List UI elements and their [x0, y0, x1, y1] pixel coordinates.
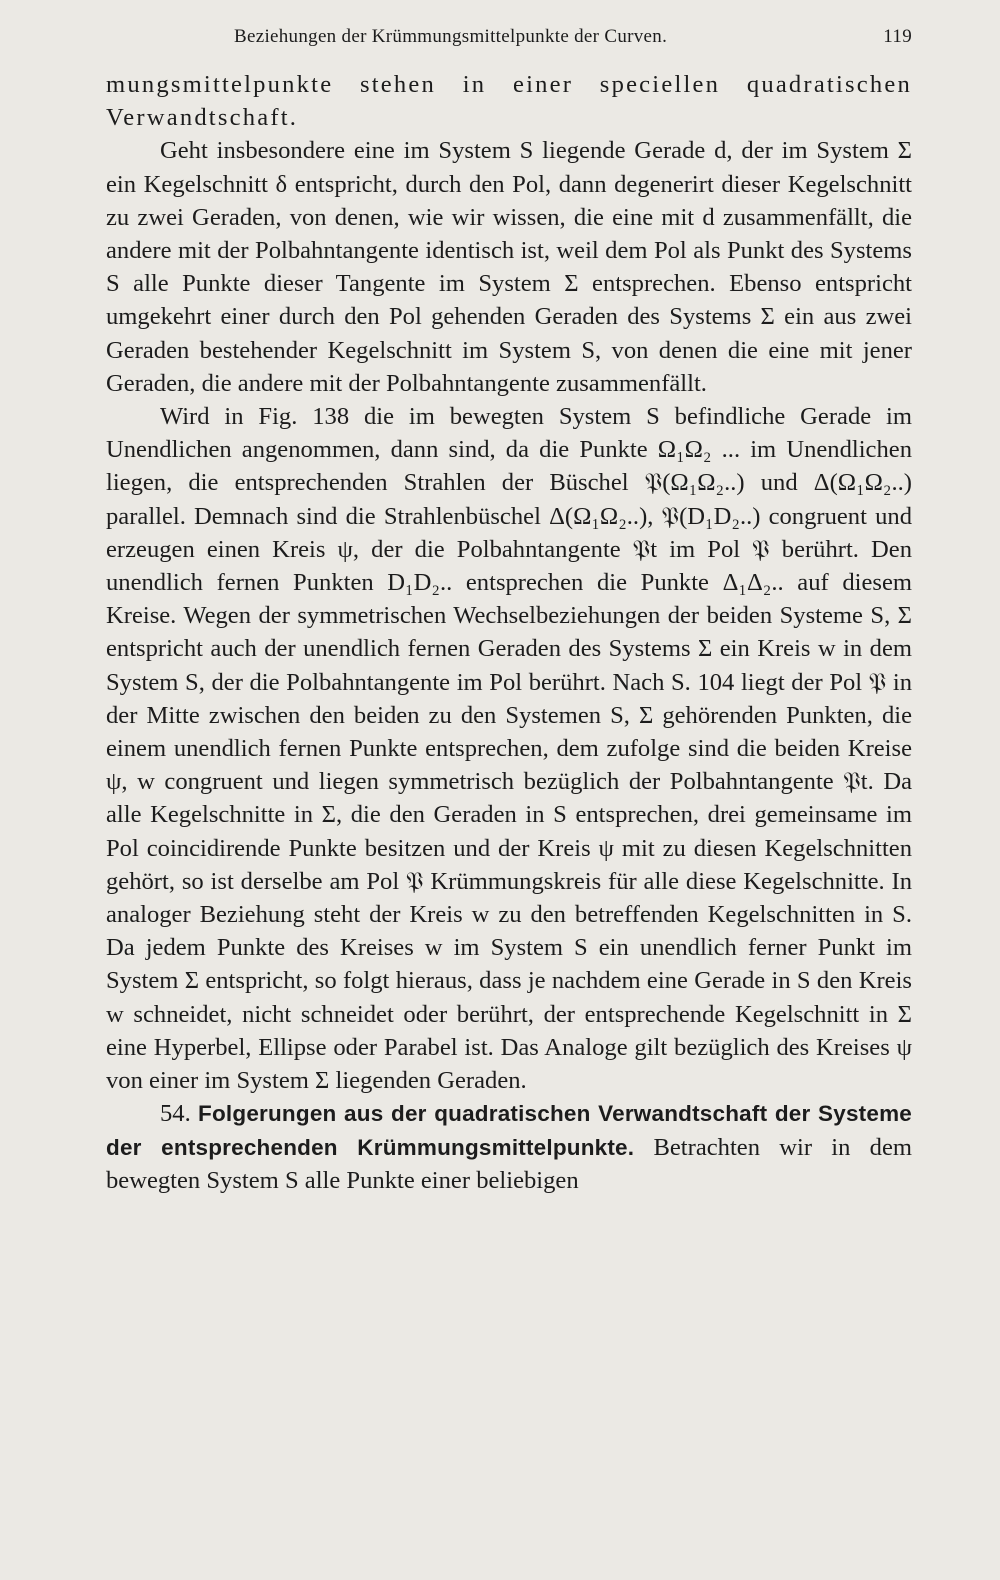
- running-header: [106, 20, 912, 60]
- section-54: [106, 1097, 912, 1197]
- section-text: Betrachten wir in dem bewegten System S alle Punkte einer beliebigen: [106, 1133, 912, 1194]
- paragraph-infinite-line: Wird in Fig. 138 die im bewegten System S befindliche Gerade im Unendlichen angenommen, dann sind, da die Punkte Ω₁Ω₂ ... im Unendlichen liegen, die entsprechenden Strahlen der Büschel 𝔓(Ω₁Ω₂..) und Δ(Ω₁Ω₂..) parallel. Demnach sind die Strahlenbüschel Δ(Ω₁Ω₂..), 𝔓(D₁D₂..) congruent und erzeugen einen Kreis ψ, der die Polbahntangente 𝔓t im Pol 𝔓 berührt. Den unendlich fernen Punkten D₁D₂.. entsprechen die Punkte Δ₁Δ₂.. auf diesem Kreise. Wegen der symmetrischen Wechselbeziehungen der beiden Systeme S, Σ entspricht auch der unendlich fernen Geraden des Systems Σ ein Kreis w in dem System S, der die Polbahntangente im Pol berührt. Nach S. 104 liegt der Pol 𝔓 in der Mitte zwischen den beiden zu den Systemen S, Σ gehörenden Punkten, die einem unendlich fernen Punkte entsprechen, dem zufolge sind die beiden Kreise ψ, w congruent und liegen symmetrisch bezüglich der Polbahntangente 𝔓t. Da alle Kegelschnitte in Σ, die den Geraden in S entsprechen, drei gemeinsame im Pol coincidirende Punkte besitzen und der Kreis ψ mit zu diesen Kegelschnitten gehört, so ist derselbe am Pol 𝔓 Krümmungskreis für alle diese Kegelschnitte. In analoger Beziehung steht der Kreis w zu den betreffenden Kegelschnitten in S. Da jedem Punkte des Kreises w im System S ein unendlich ferner Punkt im System Σ entspricht, so folgt hieraus, dass je nachdem eine Gerade in S den Kreis w schneidet, nicht schneidet oder berührt, der entsprechende Kegelschnitt in Σ eine Hyperbel, Ellipse oder Parabel ist. Das Analoge gilt bezüglich des Kreises ψ von einer im System Σ liegenden Geraden.: [106, 403, 912, 1095]
- paragraph-degenerate-conic: Geht insbesondere eine im System S liegende Gerade d, der im System Σ ein Kegelschnitt δ entspricht, durch den Pol, dann degenerirt dieser Kegelschnitt zu zwei Geraden, von denen, wie wir wissen, die eine mit d zusammenfällt, die andere mit der Polbahntangente identisch ist, weil dem Pol als Punkt des Systems S alle Punkte dieser Tangente im System Σ entsprechen. Ebenso entspricht umgekehrt einer durch den Pol gehenden Geraden des Systems Σ ein aus zwei Geraden bestehender Kegelschnitt im System S, von denen die eine mit jener Geraden, die andere mit der Polbahntangente zusammenfällt.: [106, 137, 912, 397]
- section-number: 54.: [160, 1100, 191, 1128]
- page-body: [106, 68, 912, 1197]
- paragraph-continuation: mungsmittelpunkte stehen in einer speciellen quadratischen Verwandtschaft.: [106, 71, 912, 132]
- running-title: Beziehungen der Krümmungsmittelpunkte der Curven.: [234, 26, 668, 47]
- section-heading: Folgerungen aus der quadratischen Verwandtschaft der Systeme der entsprechenden Krümmungsmittelpunkte.: [106, 1101, 912, 1160]
- page-number: 119: [883, 26, 912, 47]
